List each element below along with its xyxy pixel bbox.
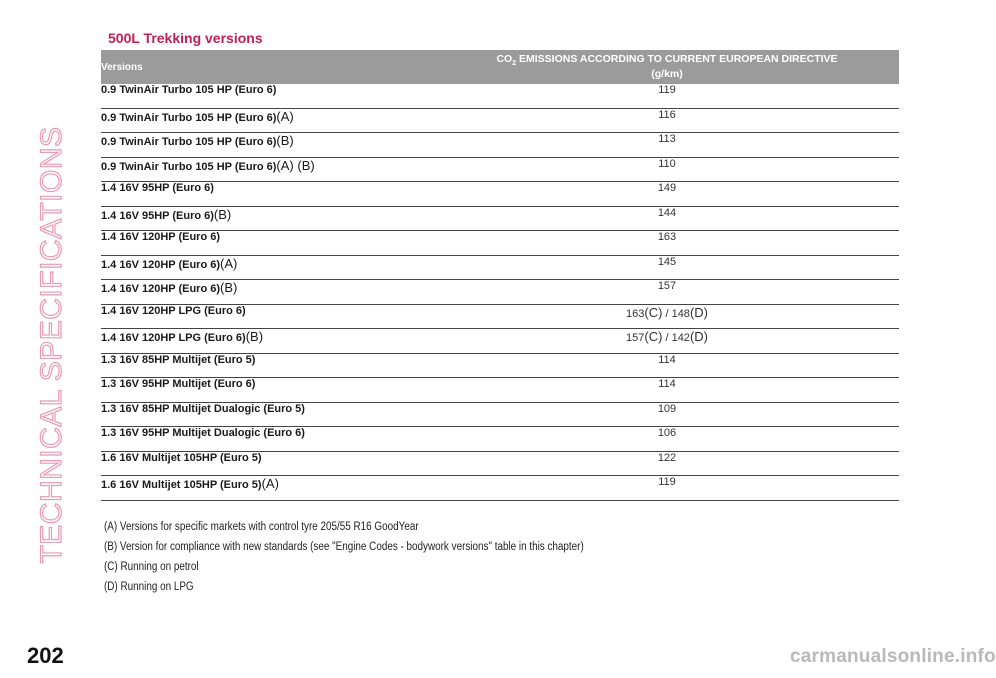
co2-value: 110 — [658, 157, 676, 170]
version-name: 1.4 16V 95HP (Euro 6) — [101, 209, 214, 222]
footnote-b: (B) Version for compliance with new standards (see "Engine Codes - bodywork versions" table in this chapter) — [104, 541, 584, 553]
co2-value: 114 — [658, 353, 676, 366]
version-name: 1.6 16V Multijet 105HP (Euro 5) — [101, 479, 262, 491]
table-body — [101, 84, 899, 500]
co2-value-cell — [435, 378, 899, 403]
version-name: 1.3 16V 85HP Multijet (Euro 5) — [101, 353, 256, 366]
version-cell — [101, 231, 429, 256]
version-footnote-ref: (A) — [220, 255, 238, 271]
table-row — [101, 182, 899, 207]
co2-value: 144 — [657, 206, 677, 219]
co2-value-cell — [435, 255, 899, 280]
version-cell — [101, 255, 429, 280]
table-row — [101, 402, 899, 427]
co2-value: 149 — [657, 182, 677, 194]
version-name: 1.4 16V 120HP (Euro 6) — [101, 283, 221, 295]
co2-value: 113 — [658, 133, 676, 145]
co2-value-cell — [435, 304, 899, 329]
table-row — [101, 329, 899, 354]
co2-value-cell — [435, 451, 899, 476]
side-chapter-title: TECHNICAL SPECIFICATIONS — [35, 126, 68, 564]
version-footnote-ref: (A) (B) — [276, 157, 315, 173]
table-row — [101, 84, 899, 108]
co2-value: 163 — [657, 231, 677, 243]
co2-value: 119 — [658, 84, 676, 96]
version-cell — [101, 476, 429, 501]
header-co2-line2: (g/km) — [651, 68, 683, 81]
co2-value: 145 — [657, 255, 677, 268]
co2-value: 114 — [658, 378, 676, 390]
table-row — [101, 157, 899, 182]
co2-footnote-ref: (D) — [689, 304, 708, 320]
co2-second-value: / 142 — [662, 332, 690, 344]
co2-value-cell — [435, 157, 899, 182]
version-cell — [101, 378, 429, 403]
emissions-table — [101, 50, 899, 501]
co2-value-cell — [435, 280, 899, 305]
co2-value-cell — [435, 84, 899, 108]
co2-value-cell — [435, 476, 899, 501]
version-name: 1.4 16V 120HP (Euro 6) — [101, 258, 221, 271]
footnote-d: (D) Running on LPG — [104, 581, 194, 593]
co2-value-cell — [435, 206, 899, 231]
co2-second-value: / 148 — [662, 307, 690, 320]
version-cell — [101, 206, 429, 231]
footnotes — [104, 517, 584, 597]
header-versions: Versions — [101, 50, 429, 84]
co2-value: 163 — [626, 307, 645, 320]
version-name: 0.9 TwinAir Turbo 105 HP (Euro 6) — [101, 136, 277, 148]
co2-value: 109 — [657, 402, 677, 415]
section-title: 500L Trekking versions — [108, 30, 263, 46]
table-row — [101, 231, 899, 256]
version-cell — [101, 451, 429, 476]
version-cell — [101, 157, 429, 182]
co2-value: 157 — [657, 280, 677, 292]
version-name: 1.4 16V 120HP (Euro 6) — [101, 231, 221, 243]
version-name: 1.4 16V 95HP (Euro 6) — [101, 182, 214, 194]
watermark: carmanualsonline.info — [790, 646, 996, 667]
co2-value: 122 — [657, 451, 677, 464]
co2-value-cell — [435, 133, 899, 158]
version-name: 1.4 16V 120HP LPG (Euro 6) — [101, 304, 246, 317]
co2-value-cell — [435, 182, 899, 207]
version-cell — [101, 84, 429, 108]
header-co2-prefix: CO — [496, 52, 513, 65]
co2-footnote-ref: (C) — [644, 304, 663, 320]
version-name: 0.9 TwinAir Turbo 105 HP (Euro 6) — [101, 84, 277, 96]
version-name: 1.3 16V 85HP Multijet Dualogic (Euro 5) — [101, 402, 305, 415]
version-cell — [101, 329, 429, 354]
co2-value-cell — [435, 108, 899, 133]
version-cell — [101, 402, 429, 427]
table-row — [101, 451, 899, 476]
version-name: 1.6 16V Multijet 105HP (Euro 5) — [101, 451, 262, 464]
table-row — [101, 206, 899, 231]
version-footnote-ref: (A) — [261, 476, 279, 491]
version-cell — [101, 280, 429, 305]
table-row — [101, 108, 899, 133]
header-co2-sub: 2 — [512, 60, 517, 68]
version-cell — [101, 304, 429, 329]
co2-value-cell — [435, 231, 899, 256]
co2-footnote-ref: (C) — [644, 329, 663, 344]
version-footnote-ref: (B) — [276, 133, 294, 148]
co2-value: 106 — [657, 427, 677, 439]
table-row — [101, 353, 899, 378]
page-number: 202 — [27, 643, 64, 668]
header-co2 — [435, 50, 899, 84]
table-header-row — [101, 50, 899, 84]
co2-value: 119 — [658, 476, 676, 488]
footnote-c: (C) Running on petrol — [104, 561, 199, 573]
version-cell — [101, 353, 429, 378]
co2-value: 157 — [626, 332, 645, 344]
co2-footnote-ref: (D) — [689, 329, 708, 344]
co2-value: 116 — [658, 108, 676, 121]
co2-value-cell — [435, 427, 899, 452]
version-name: 1.3 16V 95HP Multijet Dualogic (Euro 6) — [101, 427, 305, 439]
table-row — [101, 280, 899, 305]
version-name: 0.9 TwinAir Turbo 105 HP (Euro 6) — [101, 160, 277, 173]
version-cell — [101, 427, 429, 452]
co2-value-cell — [435, 353, 899, 378]
table-row — [101, 133, 899, 158]
version-name: 1.3 16V 95HP Multijet (Euro 6) — [101, 378, 256, 390]
version-name: 0.9 TwinAir Turbo 105 HP (Euro 6) — [101, 111, 277, 124]
table-row — [101, 378, 899, 403]
version-cell — [101, 108, 429, 133]
footnote-a: (A) Versions for specific markets with control tyre 205/55 R16 GoodYear — [104, 521, 419, 533]
table-row — [101, 255, 899, 280]
version-cell — [101, 133, 429, 158]
co2-value-cell — [435, 402, 899, 427]
version-cell — [101, 182, 429, 207]
version-name: 1.4 16V 120HP LPG (Euro 6) — [101, 332, 246, 344]
header-co2-line1: EMISSIONS ACCORDING TO CURRENT EUROPEAN DIRECTIVE — [516, 52, 838, 65]
table-row — [101, 427, 899, 452]
version-footnote-ref: (B) — [220, 280, 238, 295]
version-footnote-ref: (B) — [213, 206, 232, 222]
table-row — [101, 304, 899, 329]
table-row — [101, 476, 899, 501]
co2-value-cell — [435, 329, 899, 354]
version-footnote-ref: (A) — [276, 108, 294, 124]
version-footnote-ref: (B) — [245, 329, 264, 344]
